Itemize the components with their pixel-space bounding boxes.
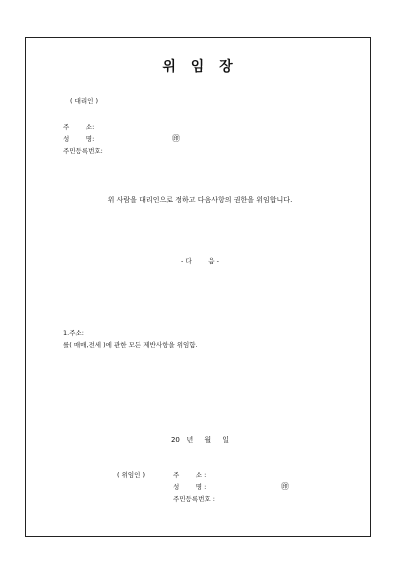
agent-seal-mark: ㊞ — [172, 134, 180, 143]
item-detail: 를( 매매,전세 )에 관한 모든 제반사항을 위임함. — [63, 341, 198, 349]
item-address: 1.주소: — [63, 329, 84, 337]
delegation-statement: 위 사람을 대리인으로 정하고 다음사항의 권한을 위임합니다. — [107, 196, 293, 204]
agent-heading: ( 대리인 ) — [70, 97, 99, 105]
document-border — [25, 37, 371, 537]
document-title: 위 임 장 — [162, 59, 238, 75]
agent-address-label: 주 소: — [63, 123, 95, 131]
agent-id-label: 주민등록번호: — [63, 147, 103, 155]
date-line: 20 년 월 일 — [170, 436, 230, 444]
principal-id-label: 주민등록번호 : — [173, 495, 215, 503]
principal-seal-mark: ㊞ — [281, 482, 289, 491]
list-heading: - 다 음 - — [181, 257, 219, 265]
principal-address-label: 주 소 : — [173, 471, 207, 479]
agent-name-label: 성 명: — [63, 135, 95, 143]
principal-heading: ( 위임인 ) — [117, 471, 146, 479]
principal-name-label: 성 명 : — [173, 483, 207, 491]
